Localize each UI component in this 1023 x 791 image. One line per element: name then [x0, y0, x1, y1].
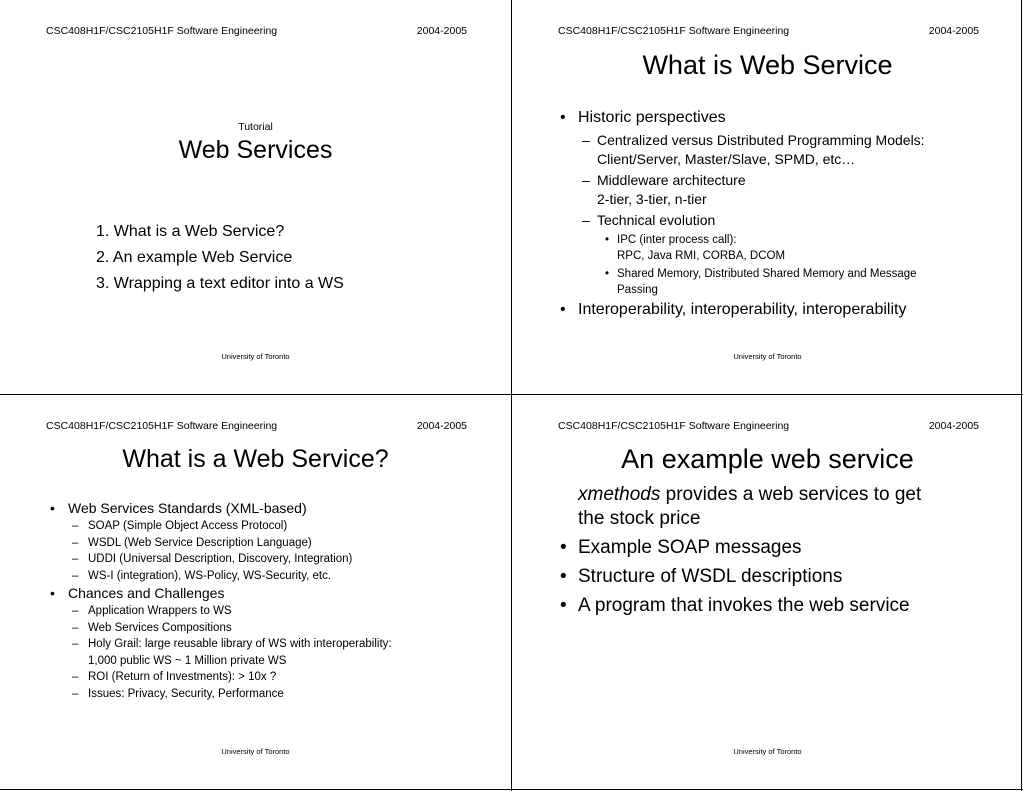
slide-kicker: Tutorial	[238, 121, 273, 133]
bullet-marker: –	[72, 553, 79, 565]
bullet-item-level-1	[558, 536, 1018, 560]
bullet-item-level-2	[50, 518, 500, 535]
bullet-text: Middleware architecture 2-tier, 3-tier, n-tier	[597, 172, 746, 207]
bullet-list	[50, 499, 500, 702]
bullet-text: Centralized versus Distributed Programming Models: Client/Server, Master/Slave, SPMD, etc…	[597, 132, 925, 167]
bullet-item-level-2	[558, 171, 1018, 209]
slide-3	[0, 395, 511, 789]
bullet-text: Web Services Standards (XML-based)	[68, 500, 307, 516]
bullet-marker: •	[560, 109, 566, 126]
lead-text: provides a web services to get the stock price	[578, 484, 922, 529]
academic-year: 2004-2005	[928, 25, 979, 37]
bullet-item-level-1	[558, 565, 1018, 589]
lead-emphasis: xmethods	[578, 484, 661, 505]
bullet-text: A program that invokes the web service	[578, 595, 910, 616]
bullet-item-level-1	[50, 585, 500, 602]
slide-footer: University of Toronto	[733, 747, 802, 756]
bullet-text: Shared Memory, Distributed Shared Memory and Message Passing	[617, 268, 917, 296]
slide-body	[558, 483, 1018, 623]
bullet-marker: –	[72, 520, 79, 532]
bullet-marker: •	[560, 537, 567, 558]
bullet-item-level-2	[50, 551, 500, 568]
bullet-item-level-2	[50, 620, 500, 637]
bullet-text: Issues: Privacy, Security, Performance	[88, 687, 284, 700]
bullet-text: Example SOAP messages	[578, 537, 802, 558]
bullet-text: Structure of WSDL descriptions	[578, 566, 843, 587]
bullet-item-level-3	[558, 232, 1018, 264]
academic-year: 2004-2005	[416, 420, 467, 432]
bullet-text: Historic perspectives	[578, 109, 726, 126]
slide-title: Web Services	[178, 136, 333, 164]
agenda-list	[96, 219, 344, 297]
bullet-text: UDDI (Universal Description, Discovery, Integration)	[88, 553, 353, 565]
bullet-list	[558, 536, 1018, 618]
slide-footer: University of Toronto	[733, 352, 802, 361]
bullet-text: Interoperability, interoperability, interoperability	[578, 301, 907, 318]
bullet-marker: •	[605, 268, 610, 280]
bullet-item-level-2	[50, 636, 500, 669]
bullet-text: Web Services Compositions	[88, 621, 232, 634]
bullet-marker: –	[72, 621, 79, 634]
bullet-text: ROI (Return of Investments): > 10x ?	[88, 671, 277, 683]
bullet-list	[558, 106, 1018, 323]
agenda-item: 1. What is a Web Service?	[96, 223, 285, 240]
agenda-item: 2. An example Web Service	[96, 249, 293, 266]
slide-4	[512, 395, 1023, 789]
bullet-text: WS-I (integration), WS-Policy, WS-Security, etc.	[88, 569, 332, 582]
course-title: CSC408H1F/CSC2105H1F Software Engineering	[558, 25, 790, 37]
academic-year: 2004-2005	[928, 420, 979, 432]
lead-paragraph	[558, 483, 1018, 531]
bullet-text: Chances and Challenges	[68, 585, 225, 601]
bullet-marker: –	[72, 569, 79, 582]
bullet-marker: •	[560, 595, 567, 616]
bullet-text: Holy Grail: large reusable library of WS with interoperability: 1,000 public WS ~ 1 Million private WS	[88, 638, 392, 667]
slide-2	[512, 0, 1023, 394]
bullet-item-level-1	[558, 594, 1018, 618]
bullet-item-level-1	[558, 108, 1018, 127]
slide-title: What is a Web Service?	[122, 445, 389, 473]
bullet-marker: –	[582, 212, 590, 228]
bullet-marker: –	[72, 671, 79, 683]
bullet-marker: –	[72, 687, 79, 700]
bullet-item-level-2	[50, 568, 500, 585]
bullet-item-level-1	[50, 500, 500, 517]
bullet-item-level-2	[50, 535, 500, 552]
bullet-marker: –	[582, 132, 590, 148]
bullet-marker: –	[72, 605, 79, 617]
bullet-marker: •	[50, 500, 55, 516]
bullet-item-level-2	[558, 131, 1018, 169]
agenda-item: 3. Wrapping a text editor into a WS	[96, 275, 344, 292]
bullet-item-level-2	[50, 669, 500, 686]
academic-year: 2004-2005	[416, 25, 467, 37]
bullet-text: WSDL (Web Service Description Language)	[88, 536, 312, 549]
bullet-marker: •	[50, 585, 55, 601]
bullet-text: IPC (inter process call): RPC, Java RMI, CORBA, DCOM	[617, 234, 786, 262]
bullet-text: Application Wrappers to WS	[88, 605, 232, 617]
course-title: CSC408H1F/CSC2105H1F Software Engineering	[558, 420, 790, 432]
course-title: CSC408H1F/CSC2105H1F Software Engineering	[46, 25, 278, 37]
slide-footer: University of Toronto	[221, 352, 290, 361]
bullet-item-level-1	[558, 300, 1018, 319]
course-title: CSC408H1F/CSC2105H1F Software Engineering	[46, 420, 278, 432]
slide-title: What is Web Service	[642, 50, 893, 80]
bullet-text: Technical evolution	[597, 212, 716, 228]
bullet-item-level-2	[558, 211, 1018, 230]
slide-1	[0, 0, 511, 394]
bullet-text: SOAP (Simple Object Access Protocol)	[88, 520, 288, 532]
bullet-marker: •	[560, 566, 567, 587]
bullet-marker: –	[582, 172, 590, 188]
bullet-item-level-2	[50, 686, 500, 703]
bullet-marker: •	[560, 301, 566, 318]
bullet-marker: –	[72, 638, 79, 650]
slide-footer: University of Toronto	[221, 747, 290, 756]
slide-title: An example web service	[621, 444, 914, 474]
bullet-marker: •	[605, 234, 610, 246]
bullet-marker: –	[72, 536, 79, 549]
bullet-item-level-2	[50, 603, 500, 620]
bullet-item-level-3	[558, 266, 1018, 298]
bottom-border	[0, 789, 1023, 790]
